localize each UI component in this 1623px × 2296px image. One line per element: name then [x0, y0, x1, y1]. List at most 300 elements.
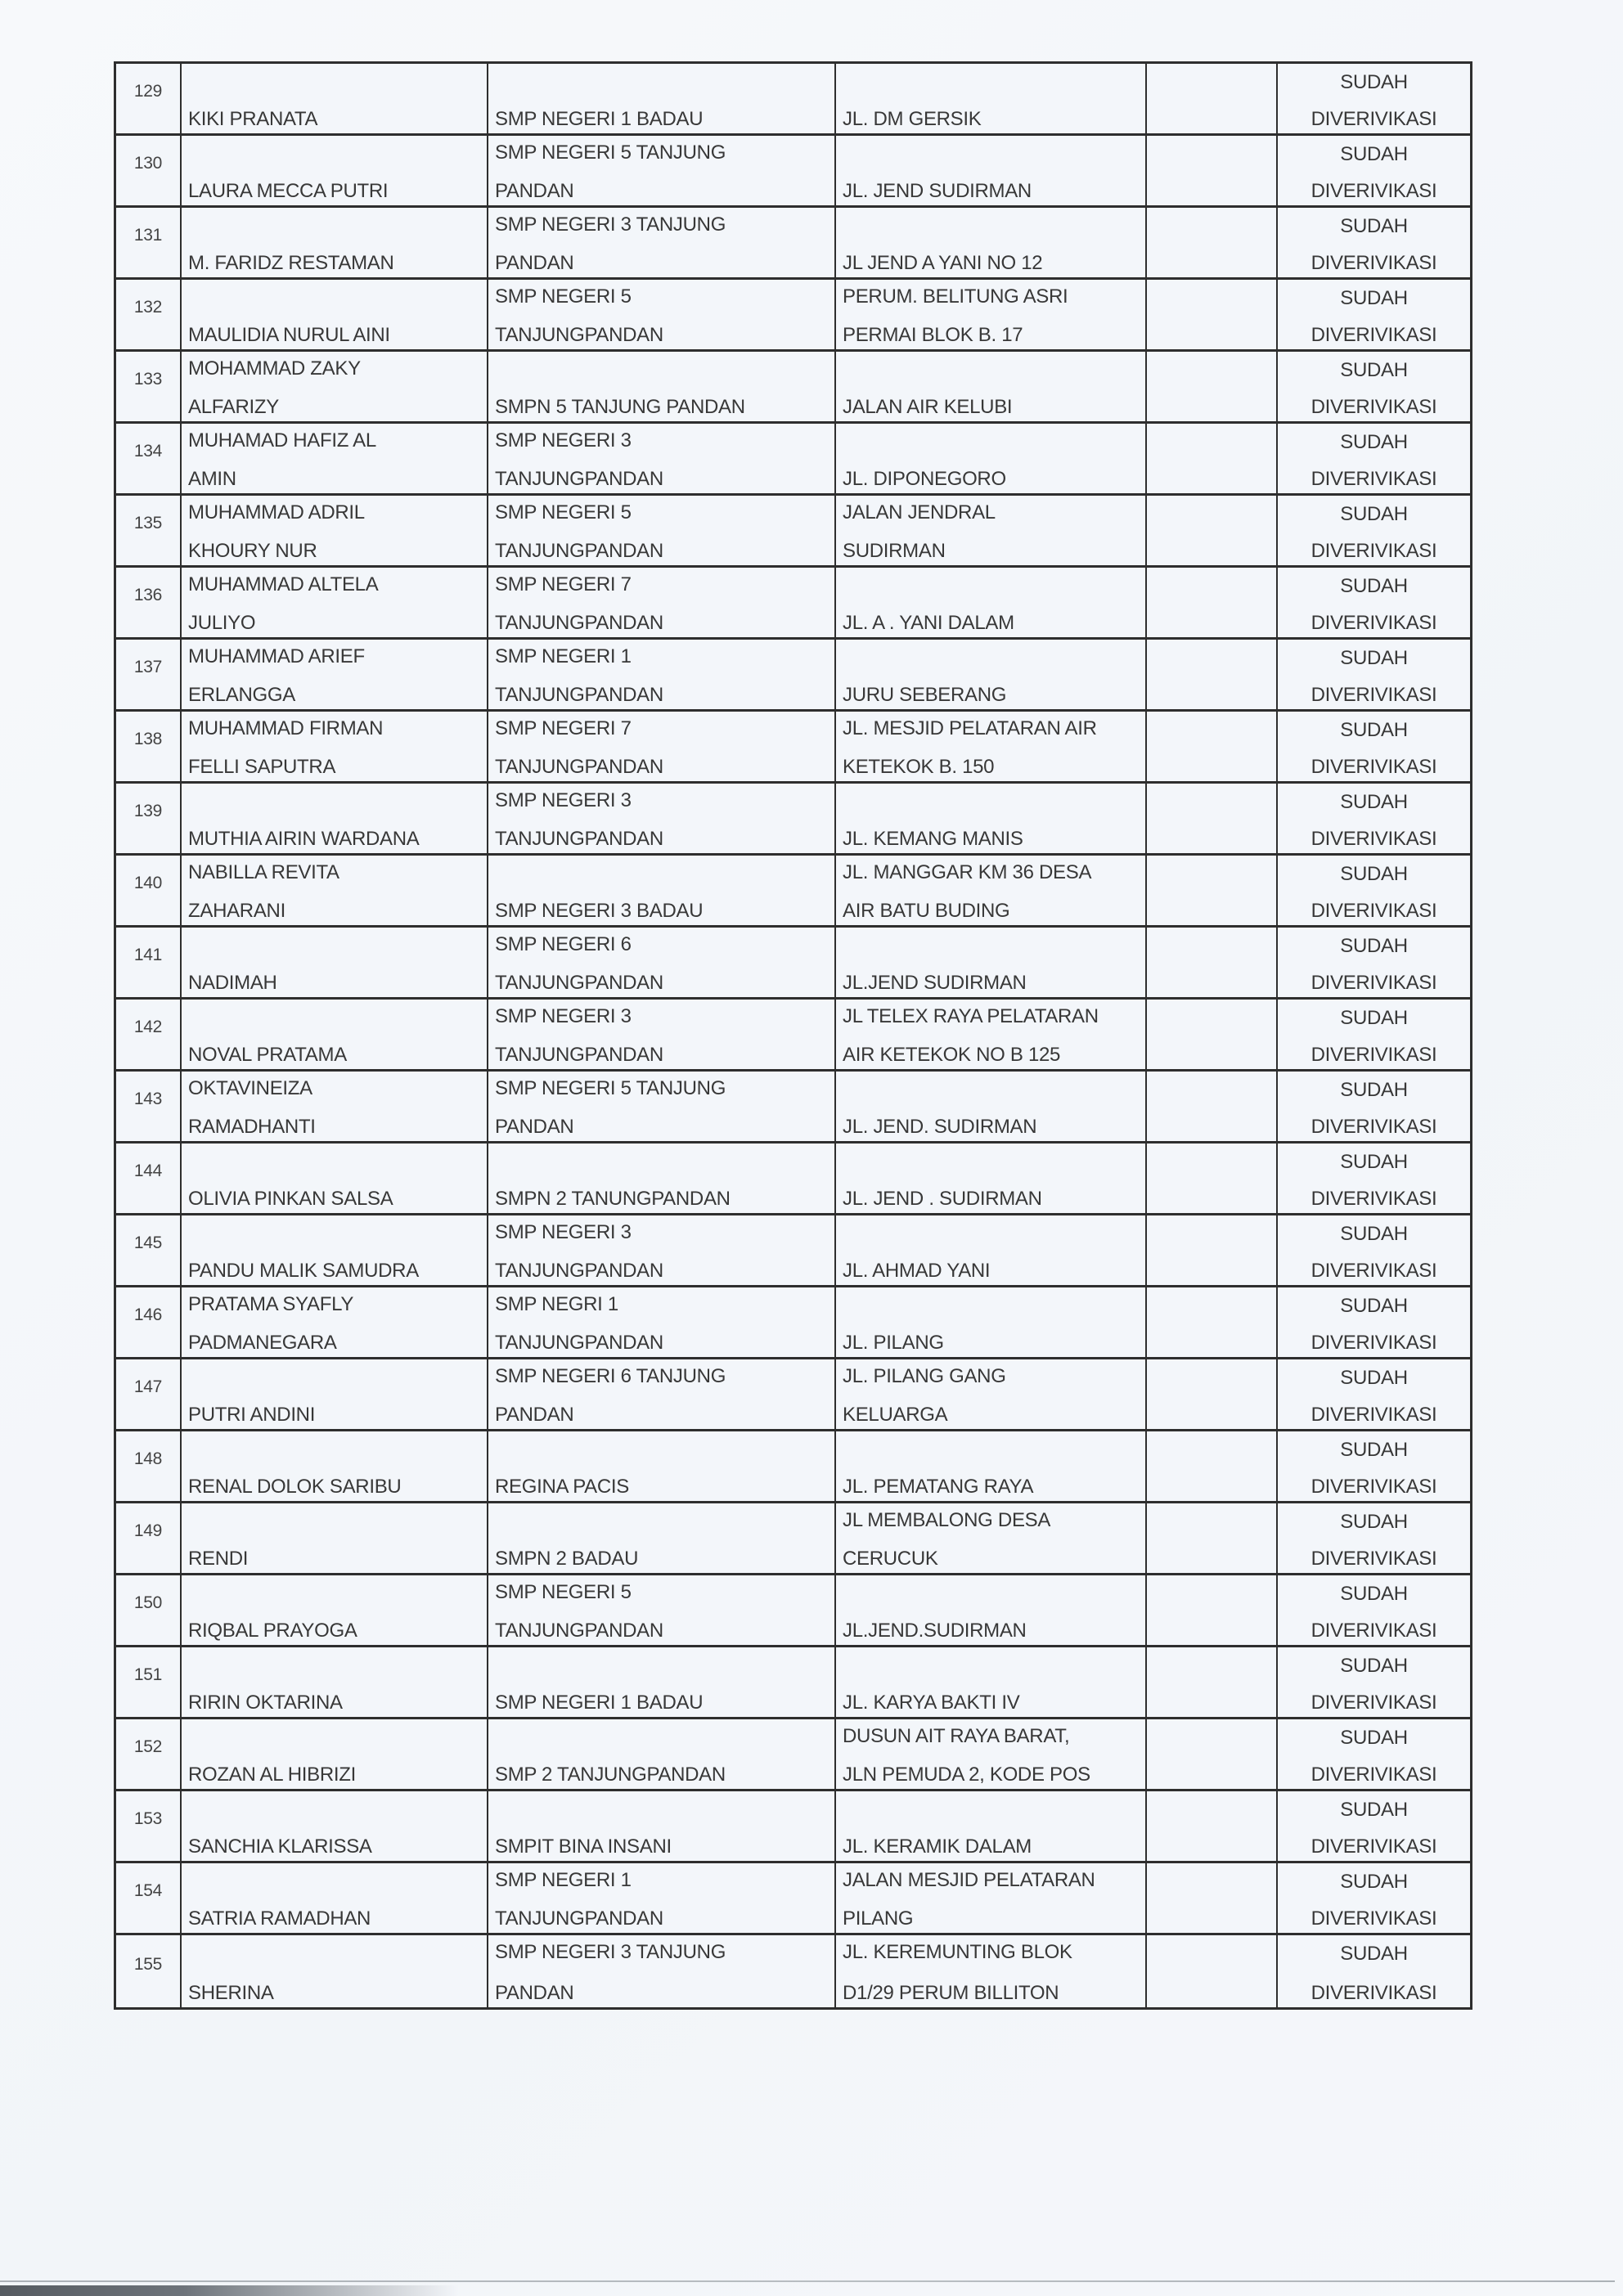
text-line: SUDAH [1340, 71, 1408, 93]
table-row [116, 1287, 1470, 1359]
text-line: KIKI PRANATA [188, 107, 318, 130]
table-row [116, 1072, 1470, 1144]
text-line: ALFARIZY [188, 395, 279, 418]
cell-no [116, 784, 182, 853]
table-row [116, 856, 1470, 928]
text-line: SMP NEGERI 6 [495, 933, 632, 955]
cell-no [116, 1359, 182, 1429]
cell-no [116, 424, 182, 493]
text-line: DIVERIVIKASI [1311, 179, 1437, 202]
text-line: JL. DM GERSIK [843, 107, 982, 130]
text-line: 132 [133, 298, 163, 317]
cell-blank [1147, 136, 1278, 205]
text-line: JL MEMBALONG DESA [843, 1509, 1051, 1531]
text-line: 134 [133, 442, 163, 461]
text-line: OKTAVINEIZA [188, 1077, 312, 1099]
cell-status [1278, 1072, 1470, 1141]
text-line: PANDAN [495, 1115, 574, 1138]
table-row [116, 1215, 1470, 1287]
cell-name [182, 640, 488, 709]
text-line: OLIVIA PINKAN SALSA [188, 1187, 393, 1210]
text-line: AMIN [188, 467, 236, 490]
table-row [116, 712, 1470, 784]
cell-school [488, 208, 836, 277]
cell-address [836, 1359, 1147, 1429]
text-line: SUDAH [1340, 719, 1408, 741]
cell-school [488, 640, 836, 709]
cell-blank [1147, 1431, 1278, 1501]
text-line: JL. AHMAD YANI [843, 1259, 991, 1282]
cell-school [488, 64, 836, 133]
text-line: SUDAH [1340, 1799, 1408, 1821]
text-line: DIVERIVIKASI [1311, 323, 1437, 346]
text-line: 137 [133, 658, 163, 677]
cell-blank [1147, 1000, 1278, 1069]
cell-name [182, 1503, 488, 1573]
cell-blank [1147, 1359, 1278, 1429]
text-line: DIVERIVIKASI [1311, 1115, 1437, 1138]
text-line: DIVERIVIKASI [1311, 1619, 1437, 1642]
text-line: SMP NEGERI 7 [495, 717, 632, 739]
table-row [116, 208, 1470, 280]
text-line: SUDAH [1340, 287, 1408, 309]
text-line: SUDAH [1340, 575, 1408, 597]
text-line: DIVERIVIKASI [1311, 1259, 1437, 1282]
cell-address [836, 568, 1147, 637]
text-line: SATRIA RAMADHAN [188, 1907, 371, 1930]
cell-no [116, 568, 182, 637]
cell-name [182, 928, 488, 997]
text-line: NADIMAH [188, 971, 277, 994]
text-line: 138 [133, 730, 163, 749]
text-line: SUDAH [1340, 1727, 1408, 1749]
cell-no [116, 1935, 182, 2007]
text-line: ZAHARANI [188, 899, 285, 922]
cell-school [488, 136, 836, 205]
text-line: 131 [133, 226, 163, 245]
text-line: SMP NEGERI 5 [495, 1581, 632, 1603]
student-table [114, 61, 1472, 2010]
cell-address [836, 424, 1147, 493]
cell-status [1278, 1575, 1470, 1645]
text-line: SUDAH [1340, 359, 1408, 381]
cell-name [182, 1719, 488, 1789]
text-line: SMP 2 TANJUNGPANDAN [495, 1763, 726, 1786]
text-line: SMP NEGERI 1 [495, 645, 632, 667]
text-line: DUSUN AIT RAYA BARAT, [843, 1725, 1070, 1747]
text-line: 154 [133, 1881, 163, 1901]
cell-school [488, 1503, 836, 1573]
text-line: 151 [133, 1665, 163, 1685]
cell-status [1278, 64, 1470, 133]
cell-name [182, 208, 488, 277]
cell-blank [1147, 424, 1278, 493]
text-line: JURU SEBERANG [843, 683, 1007, 706]
text-line: TANJUNGPANDAN [495, 539, 663, 562]
table-row [116, 1431, 1470, 1503]
text-line: DIVERIVIKASI [1311, 107, 1437, 130]
cell-school [488, 424, 836, 493]
cell-name [182, 1647, 488, 1717]
text-line: AIR BATU BUDING [843, 899, 1010, 922]
cell-no [116, 208, 182, 277]
cell-school [488, 856, 836, 925]
text-line: MOHAMMAD ZAKY [188, 357, 361, 380]
text-line: SUDAH [1340, 1007, 1408, 1029]
cell-name [182, 1863, 488, 1933]
cell-no [116, 1503, 182, 1573]
text-line: JL JEND A YANI NO 12 [843, 251, 1043, 274]
text-line: PANDU MALIK SAMUDRA [188, 1259, 419, 1282]
text-line: MUHAMAD HAFIZ AL [188, 429, 376, 452]
text-line: SUDAH [1340, 1511, 1408, 1533]
cell-no [116, 1215, 182, 1285]
text-line: JLN PEMUDA 2, KODE POS [843, 1763, 1090, 1786]
text-line: 133 [133, 370, 163, 389]
cell-blank [1147, 1144, 1278, 1213]
text-line: KELUARGA [843, 1403, 948, 1426]
cell-address [836, 64, 1147, 133]
text-line: M. FARIDZ RESTAMAN [188, 251, 394, 274]
cell-address [836, 280, 1147, 349]
cell-no [116, 1575, 182, 1645]
cell-address [836, 1647, 1147, 1717]
text-line: SUDAH [1340, 1943, 1408, 1965]
cell-name [182, 136, 488, 205]
cell-school [488, 1863, 836, 1933]
cell-status [1278, 640, 1470, 709]
text-line: 130 [133, 154, 163, 173]
cell-status [1278, 1647, 1470, 1717]
text-line: 146 [133, 1305, 163, 1325]
cell-school [488, 568, 836, 637]
cell-address [836, 640, 1147, 709]
table-row [116, 640, 1470, 712]
text-line: JL. JEND . SUDIRMAN [843, 1187, 1042, 1210]
cell-address [836, 784, 1147, 853]
text-line: SMP NEGERI 3 [495, 789, 632, 811]
table-row [116, 784, 1470, 856]
text-line: SUDAH [1340, 1367, 1408, 1389]
cell-status [1278, 1287, 1470, 1357]
text-line: SMP NEGERI 1 BADAU [495, 107, 704, 130]
cell-address [836, 856, 1147, 925]
cell-name [182, 496, 488, 565]
cell-status [1278, 784, 1470, 853]
text-line: DIVERIVIKASI [1311, 467, 1437, 490]
cell-school [488, 1935, 836, 2007]
text-line: SMP NEGERI 7 [495, 573, 632, 595]
text-line: 153 [133, 1809, 163, 1829]
text-line: TANJUNGPANDAN [495, 467, 663, 490]
cell-no [116, 1144, 182, 1213]
text-line: DIVERIVIKASI [1311, 1403, 1437, 1426]
cell-address [836, 496, 1147, 565]
text-line: DIVERIVIKASI [1311, 899, 1437, 922]
text-line: JL. JEND SUDIRMAN [843, 179, 1032, 202]
cell-school [488, 1144, 836, 1213]
cell-address [836, 1719, 1147, 1789]
cell-no [116, 1647, 182, 1717]
text-line: SHERINA [188, 1981, 274, 2004]
cell-status [1278, 1215, 1470, 1285]
text-line: 148 [133, 1449, 163, 1469]
text-line: TANJUNGPANDAN [495, 971, 663, 994]
text-line: SUDAH [1340, 503, 1408, 525]
text-line: SMPN 2 TANUNGPANDAN [495, 1187, 731, 1210]
cell-blank [1147, 280, 1278, 349]
cell-blank [1147, 1863, 1278, 1933]
text-line: MAULIDIA NURUL AINI [188, 323, 390, 346]
text-line: PILANG [843, 1907, 914, 1930]
cell-name [182, 856, 488, 925]
text-line: LAURA MECCA PUTRI [188, 179, 389, 202]
table-row [116, 64, 1470, 136]
text-line: 141 [133, 946, 163, 965]
text-line: RIQBAL PRAYOGA [188, 1619, 357, 1642]
cell-blank [1147, 1935, 1278, 2007]
text-line: RENDI [188, 1547, 249, 1570]
text-line: PANDAN [495, 1403, 574, 1426]
text-line: SUDAH [1340, 1151, 1408, 1173]
cell-school [488, 1575, 836, 1645]
cell-address [836, 1072, 1147, 1141]
cell-name [182, 1000, 488, 1069]
table-row [116, 1863, 1470, 1935]
text-line: SMP NEGRI 1 [495, 1293, 618, 1315]
text-line: DIVERIVIKASI [1311, 971, 1437, 994]
text-line: SMP NEGERI 6 TANJUNG [495, 1365, 726, 1387]
cell-blank [1147, 1719, 1278, 1789]
text-line: DIVERIVIKASI [1311, 1187, 1437, 1210]
cell-school [488, 352, 836, 421]
text-line: JL. KERAMIK DALAM [843, 1835, 1032, 1858]
text-line: D1/29 PERUM BILLITON [843, 1981, 1059, 2004]
text-line: SMP NEGERI 3 [495, 429, 632, 452]
text-line: 152 [133, 1737, 163, 1757]
text-line: DIVERIVIKASI [1311, 683, 1437, 706]
text-line: SUDAH [1340, 1079, 1408, 1101]
text-line: ROZAN AL HIBRIZI [188, 1763, 357, 1786]
table-row [116, 424, 1470, 496]
text-line: TANJUNGPANDAN [495, 1259, 663, 1282]
cell-school [488, 1000, 836, 1069]
cell-address [836, 1575, 1147, 1645]
text-line: PANDAN [495, 1981, 574, 2004]
text-line: TANJUNGPANDAN [495, 1043, 663, 1066]
text-line: MUHAMMAD ALTELA [188, 573, 379, 595]
text-line: SMPIT BINA INSANI [495, 1835, 672, 1858]
text-line: JL. MESJID PELATARAN AIR [843, 717, 1097, 739]
text-line: JL. JEND. SUDIRMAN [843, 1115, 1037, 1138]
cell-address [836, 208, 1147, 277]
cell-name [182, 1431, 488, 1501]
text-line: JULIYO [188, 611, 256, 634]
text-line: DIVERIVIKASI [1311, 539, 1437, 562]
cell-blank [1147, 1072, 1278, 1141]
cell-name [182, 1144, 488, 1213]
cell-name [182, 1215, 488, 1285]
text-line: SMP NEGERI 5 TANJUNG [495, 142, 726, 164]
text-line: SUDAH [1340, 1439, 1408, 1461]
cell-school [488, 1791, 836, 1861]
text-line: JL TELEX RAYA PELATARAN [843, 1005, 1099, 1027]
cell-name [182, 1791, 488, 1861]
text-line: 140 [133, 874, 163, 893]
text-line: 150 [133, 1593, 163, 1613]
cell-name [182, 784, 488, 853]
cell-address [836, 1287, 1147, 1357]
text-line: 147 [133, 1377, 163, 1397]
text-line: ERLANGGA [188, 683, 295, 706]
cell-address [836, 1503, 1147, 1573]
text-line: SUDIRMAN [843, 539, 946, 562]
text-line: TANJUNGPANDAN [495, 683, 663, 706]
cell-address [836, 712, 1147, 781]
text-line: SMP NEGERI 1 [495, 1869, 632, 1891]
cell-status [1278, 424, 1470, 493]
text-line: SMP NEGERI 3 TANJUNG [495, 213, 726, 236]
text-line: PANDAN [495, 251, 574, 274]
text-line: DIVERIVIKASI [1311, 1835, 1437, 1858]
cell-name [182, 1287, 488, 1357]
text-line: DIVERIVIKASI [1311, 395, 1437, 418]
cell-status [1278, 136, 1470, 205]
text-line: MUHAMMAD ADRIL [188, 501, 365, 523]
cell-school [488, 1647, 836, 1717]
cell-address [836, 1431, 1147, 1501]
text-line: TANJUNGPANDAN [495, 755, 663, 778]
table-row [116, 1359, 1470, 1431]
text-line: SANCHIA KLARISSA [188, 1835, 372, 1858]
cell-status [1278, 712, 1470, 781]
cell-no [116, 1072, 182, 1141]
text-line: 139 [133, 802, 163, 821]
cell-no [116, 1863, 182, 1933]
cell-status [1278, 928, 1470, 997]
cell-name [182, 1935, 488, 2007]
cell-blank [1147, 1287, 1278, 1357]
text-line: 136 [133, 586, 163, 605]
text-line: DIVERIVIKASI [1311, 1907, 1437, 1930]
text-line: SMP NEGERI 5 TANJUNG [495, 1077, 726, 1099]
text-line: SMP NEGERI 3 [495, 1221, 632, 1243]
text-line: SUDAH [1340, 1871, 1408, 1893]
cell-name [182, 1575, 488, 1645]
cell-no [116, 1287, 182, 1357]
text-line: TANJUNGPANDAN [495, 1331, 663, 1354]
text-line: JL. DIPONEGORO [843, 467, 1006, 490]
cell-blank [1147, 1647, 1278, 1717]
text-line: TANJUNGPANDAN [495, 323, 663, 346]
cell-no [116, 928, 182, 997]
table-row [116, 1719, 1470, 1791]
text-line: PUTRI ANDINI [188, 1403, 316, 1426]
cell-address [836, 1791, 1147, 1861]
text-line: PERUM. BELITUNG ASRI [843, 285, 1068, 308]
cell-address [836, 1000, 1147, 1069]
text-line: MUHAMMAD ARIEF [188, 645, 365, 667]
cell-blank [1147, 1215, 1278, 1285]
text-line: 155 [133, 1954, 163, 1974]
text-line: SMP NEGERI 3 BADAU [495, 899, 704, 922]
cell-status [1278, 1144, 1470, 1213]
text-line: TANJUNGPANDAN [495, 1619, 663, 1642]
cell-status [1278, 856, 1470, 925]
text-line: SMP NEGERI 1 BADAU [495, 1691, 704, 1714]
cell-blank [1147, 1791, 1278, 1861]
cell-school [488, 784, 836, 853]
cell-blank [1147, 64, 1278, 133]
text-line: JALAN MESJID PELATARAN [843, 1869, 1095, 1891]
cell-status [1278, 568, 1470, 637]
text-line: JL. PILANG GANG [843, 1365, 1006, 1387]
table-row [116, 568, 1470, 640]
cell-address [836, 1215, 1147, 1285]
text-line: SUDAH [1340, 1583, 1408, 1605]
text-line: SUDAH [1340, 431, 1408, 453]
text-line: DIVERIVIKASI [1311, 1043, 1437, 1066]
table-row [116, 1935, 1470, 2007]
text-line: SMP NEGERI 5 [495, 501, 632, 523]
text-line: SUDAH [1340, 143, 1408, 165]
table-row [116, 1575, 1470, 1647]
text-line: JL. KARYA BAKTI IV [843, 1691, 1020, 1714]
text-line: SMP NEGERI 5 [495, 285, 632, 308]
text-line: SMP NEGERI 3 [495, 1005, 632, 1027]
cell-school [488, 1072, 836, 1141]
text-line: DIVERIVIKASI [1311, 611, 1437, 634]
cell-name [182, 1072, 488, 1141]
text-line: MUHAMMAD FIRMAN [188, 717, 384, 739]
text-line: PRATAMA SYAFLY [188, 1293, 354, 1315]
cell-school [488, 1431, 836, 1501]
text-line: 135 [133, 514, 163, 533]
text-line: JL. A . YANI DALAM [843, 611, 1014, 634]
text-line: RENAL DOLOK SARIBU [188, 1475, 402, 1498]
text-line: DIVERIVIKASI [1311, 827, 1437, 850]
cell-blank [1147, 928, 1278, 997]
text-line: JL. PILANG [843, 1331, 944, 1354]
cell-name [182, 64, 488, 133]
cell-no [116, 856, 182, 925]
cell-name [182, 280, 488, 349]
cell-name [182, 1359, 488, 1429]
text-line: TANJUNGPANDAN [495, 611, 663, 634]
cell-status [1278, 1719, 1470, 1789]
cell-no [116, 1000, 182, 1069]
cell-status [1278, 1431, 1470, 1501]
cell-blank [1147, 568, 1278, 637]
cell-status [1278, 280, 1470, 349]
cell-blank [1147, 712, 1278, 781]
text-line: SUDAH [1340, 647, 1408, 669]
text-line: REGINA PACIS [495, 1475, 630, 1498]
text-line: DIVERIVIKASI [1311, 1547, 1437, 1570]
table-row [116, 928, 1470, 1000]
cell-school [488, 712, 836, 781]
table-row [116, 1000, 1470, 1072]
cell-blank [1147, 640, 1278, 709]
cell-blank [1147, 784, 1278, 853]
cell-name [182, 568, 488, 637]
cell-no [116, 496, 182, 565]
text-line: JALAN AIR KELUBI [843, 395, 1013, 418]
text-line: NOVAL PRATAMA [188, 1043, 347, 1066]
text-line: SUDAH [1340, 863, 1408, 885]
table-row [116, 280, 1470, 352]
cell-no [116, 136, 182, 205]
